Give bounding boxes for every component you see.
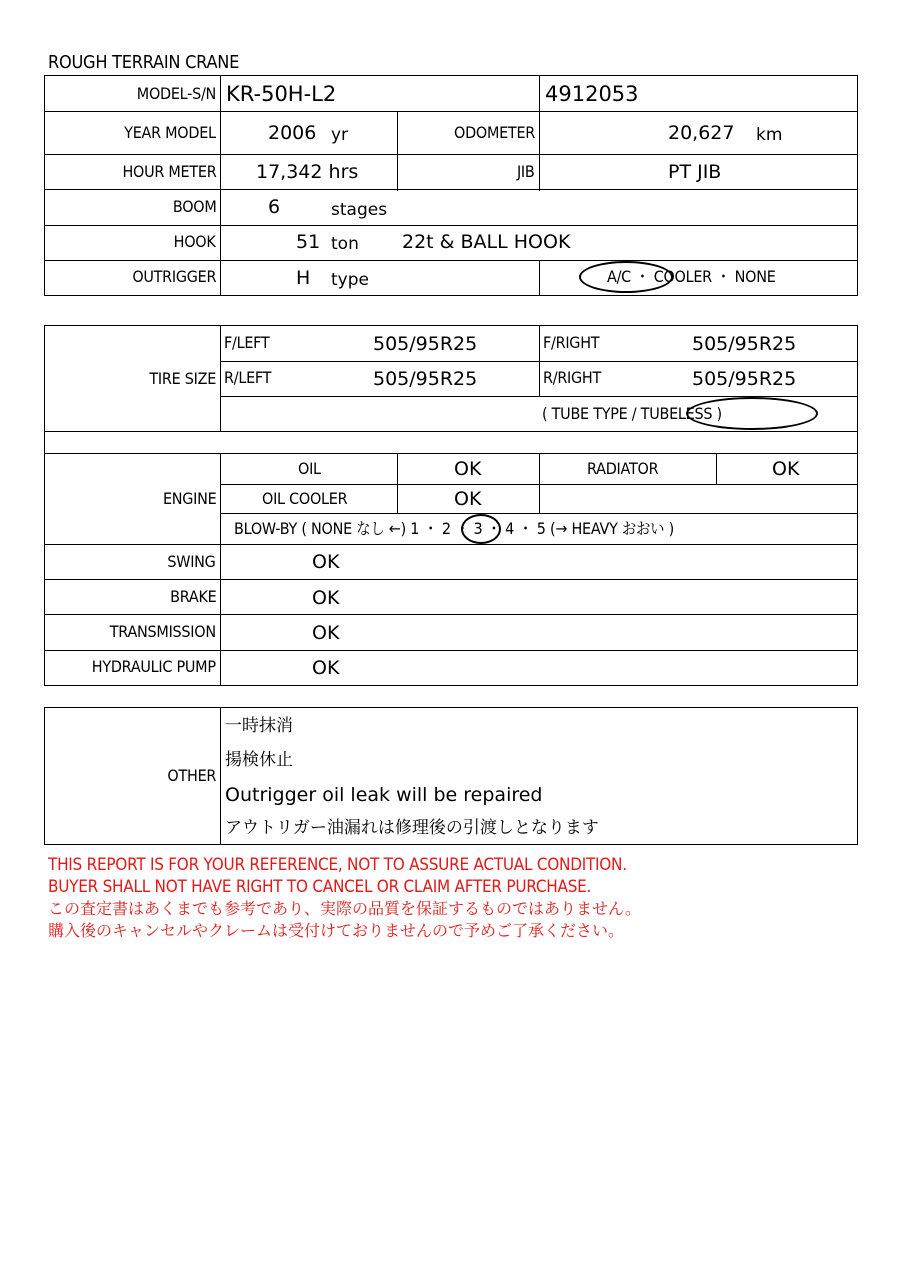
page-title: ROUGH TERRAIN CRANE <box>48 52 240 73</box>
tire-fl-value: 505/95R25 <box>373 333 478 355</box>
boom-label: BOOM <box>172 197 216 216</box>
engine-label: ENGINE <box>162 489 216 508</box>
oil-cooler-value: OK <box>454 488 482 510</box>
odometer-value: 20,627 <box>668 122 735 144</box>
year-model-label: YEAR MODEL <box>124 123 216 142</box>
tire-rl-label: R/LEFT <box>224 368 272 387</box>
hook-value: 51 <box>296 231 321 253</box>
hook-detail: 22t & BALL HOOK <box>402 231 571 253</box>
boom-value: 6 <box>268 196 281 218</box>
blow-by-scale: BLOW-BY ( NONE なし ←) 1 ・ 2 ・ 3 ・ 4 ・ 5 (→ HEAVY おおい ) <box>234 519 674 538</box>
boom-unit: stages <box>331 200 388 220</box>
radiator-label: RADIATOR <box>587 459 659 478</box>
radiator-value: OK <box>772 458 800 480</box>
model-label: MODEL-S/N <box>136 84 216 103</box>
blow-by-selection-circle <box>461 514 501 544</box>
other-note-2: 揚検休止 <box>225 750 293 770</box>
hour-meter-label: HOUR METER <box>121 162 216 181</box>
year-model-value: 2006 <box>268 122 317 144</box>
outrigger-value: H <box>296 267 311 289</box>
disclaimer-line-4: 購入後のキャンセルやクレームは受付けておりませんので予めご了承ください。 <box>48 921 625 940</box>
swing-value: OK <box>312 551 340 573</box>
model-value: KR-50H-L2 <box>226 82 337 106</box>
hook-label: HOOK <box>174 232 216 251</box>
brake-label: BRAKE <box>169 587 216 606</box>
hour-meter-value: 17,342 hrs <box>256 161 359 183</box>
tire-rl-value: 505/95R25 <box>373 368 478 390</box>
hydraulic-pump-value: OK <box>312 657 340 679</box>
outrigger-label: OUTRIGGER <box>132 267 216 286</box>
other-note-4: アウトリガー油漏れは修理後の引渡しとなります <box>225 818 599 838</box>
transmission-label: TRANSMISSION <box>109 622 216 641</box>
odometer-unit: km <box>756 125 783 145</box>
transmission-value: OK <box>312 622 340 644</box>
disclaimer-line-2: BUYER SHALL NOT HAVE RIGHT TO CANCEL OR CLAIM AFTER PURCHASE. <box>48 877 592 897</box>
swing-label: SWING <box>167 552 216 571</box>
year-unit: yr <box>331 125 349 145</box>
tire-rr-value: 505/95R25 <box>692 368 797 390</box>
oil-value: OK <box>454 458 482 480</box>
oil-cooler-label: OIL COOLER <box>262 489 348 508</box>
oil-label: OIL <box>298 459 321 478</box>
ac-options: A/C ・ COOLER ・ NONE <box>607 267 776 286</box>
tire-type-options: ( TUBE TYPE / TUBELESS ) <box>542 404 722 423</box>
other-label: OTHER <box>167 766 216 785</box>
disclaimer-line-3: この査定書はあくまでも参考であり、実際の品質を保証するものではありません。 <box>48 899 641 918</box>
outrigger-unit: type <box>331 270 369 290</box>
tire-fr-value: 505/95R25 <box>692 333 797 355</box>
other-note-3: Outrigger oil leak will be repaired <box>225 784 543 806</box>
brake-value: OK <box>312 587 340 609</box>
serial-value: 4912053 <box>545 82 639 106</box>
jib-value: PT JIB <box>668 161 722 183</box>
jib-label: JIB <box>517 162 535 181</box>
tire-size-label: TIRE SIZE <box>149 369 216 388</box>
tire-fr-label: F/RIGHT <box>543 333 600 352</box>
ac-selection-circle <box>579 261 673 293</box>
tubeless-selection-circle <box>686 397 818 430</box>
other-note-1: 一時抹消 <box>225 716 293 736</box>
tire-rr-label: R/RIGHT <box>543 368 602 387</box>
odometer-label: ODOMETER <box>453 123 535 142</box>
tire-fl-label: F/LEFT <box>224 333 270 352</box>
hydraulic-pump-label: HYDRAULIC PUMP <box>92 657 216 676</box>
disclaimer-line-1: THIS REPORT IS FOR YOUR REFERENCE, NOT TO ASSURE ACTUAL CONDITION. <box>48 855 627 875</box>
hook-unit: ton <box>331 234 359 254</box>
